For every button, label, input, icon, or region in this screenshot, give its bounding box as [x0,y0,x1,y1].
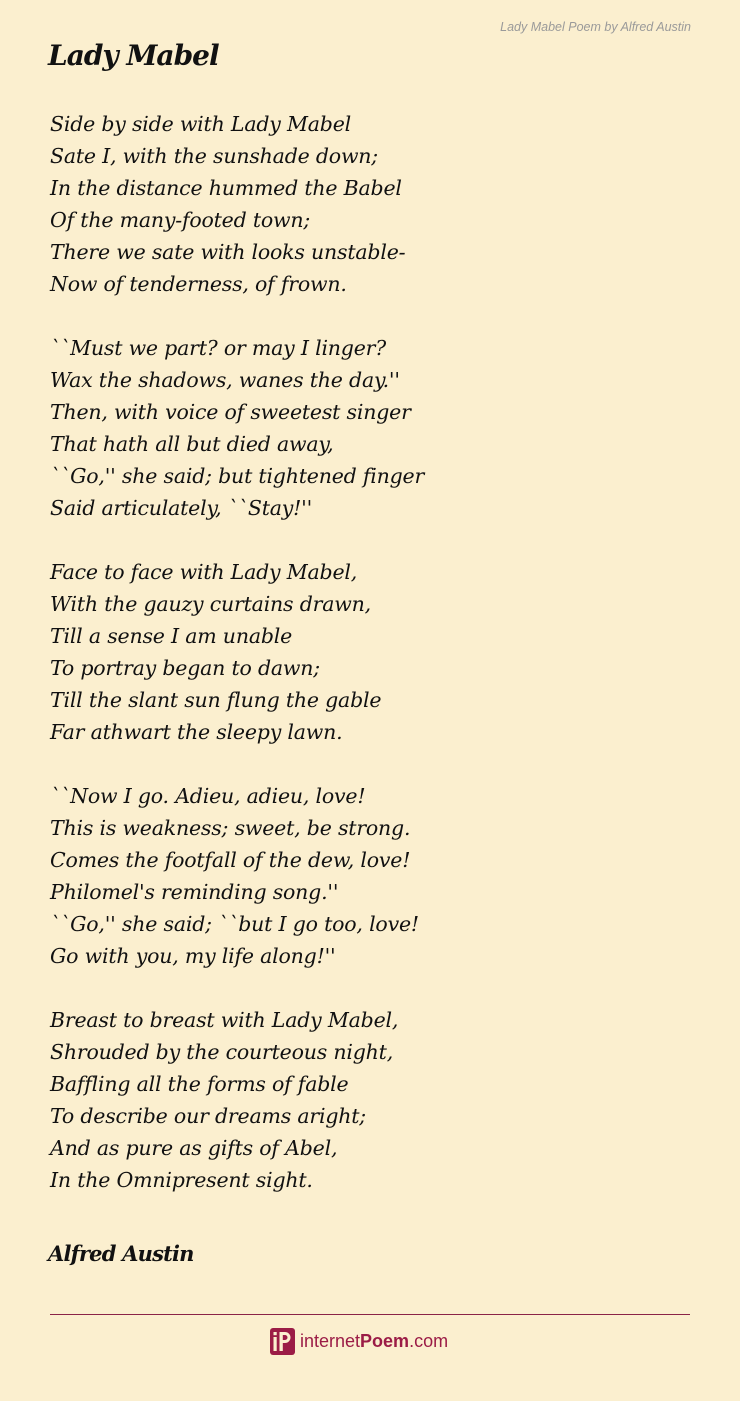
poem-body [50,108,690,1228]
poem-line: That hath all but died away, [50,432,334,456]
internetpoem-brand-link[interactable] [270,1326,448,1356]
poem-line: Said articulately, ``Stay!'' [50,496,313,520]
brand-suffix: .com [409,1331,449,1351]
internetpoem-logo-icon [270,1328,295,1355]
poem-line: With the gauzy curtains drawn, [50,592,371,616]
poem-author: Alfred Austin [48,1241,194,1266]
poem-line: ``Must we part? or may I linger? [50,336,387,360]
internetpoem-wordmark [300,1327,448,1355]
poem-line: Shrouded by the courteous night, [50,1040,394,1064]
poem-line: There we sate with looks unstable- [50,240,406,264]
poem-line: Comes the footfall of the dew, love! [50,848,411,872]
poem-line: Of the many-footed town; [50,208,311,232]
poem-line: In the distance hummed the Babel [50,176,402,200]
poem-line: ``Go,'' she said; ``but I go too, love! [50,912,419,936]
stanza-4 [50,780,690,972]
brand-strong: Poem [360,1331,410,1351]
poem-line: Then, with voice of sweetest singer [50,400,411,424]
poem-line: Philomel's reminding song.'' [50,880,339,904]
poem-line: To describe our dreams aright; [50,1104,366,1128]
stanza-1 [50,108,690,300]
poem-line: Far athwart the sleepy lawn. [50,720,343,744]
poem-line: And as pure as gifts of Abel, [50,1136,338,1160]
poem-line: Now of tenderness, of frown. [50,272,347,296]
stanza-3 [50,556,690,748]
stanza-5 [50,1004,690,1196]
poem-line: Sate I, with the sunshade down; [50,144,378,168]
poem-line: Wax the shadows, wanes the day.'' [50,368,400,392]
stanza-2 [50,332,690,524]
footer-divider [50,1314,690,1315]
poem-line: In the Omnipresent sight. [50,1168,313,1192]
poem-line: ``Go,'' she said; but tightened finger [50,464,425,488]
poem-line: Go with you, my life along!'' [50,944,336,968]
poem-line: Till a sense I am unable [50,624,293,648]
brand-prefix: internet [300,1331,361,1351]
poem-line: To portray began to dawn; [50,656,320,680]
header-note: Lady Mabel Poem by Alfred Austin [500,20,691,34]
poem-line: Breast to breast with Lady Mabel, [50,1008,399,1032]
poem-title: Lady Mabel [48,39,219,72]
poem-line: This is weakness; sweet, be strong. [50,816,411,840]
poem-line: Till the slant sun flung the gable [50,688,382,712]
poem-line: Baffling all the forms of fable [50,1072,349,1096]
poem-line: Side by side with Lady Mabel [50,112,351,136]
poem-line: ``Now I go. Adieu, adieu, love! [50,784,366,808]
poem-line: Face to face with Lady Mabel, [50,560,358,584]
